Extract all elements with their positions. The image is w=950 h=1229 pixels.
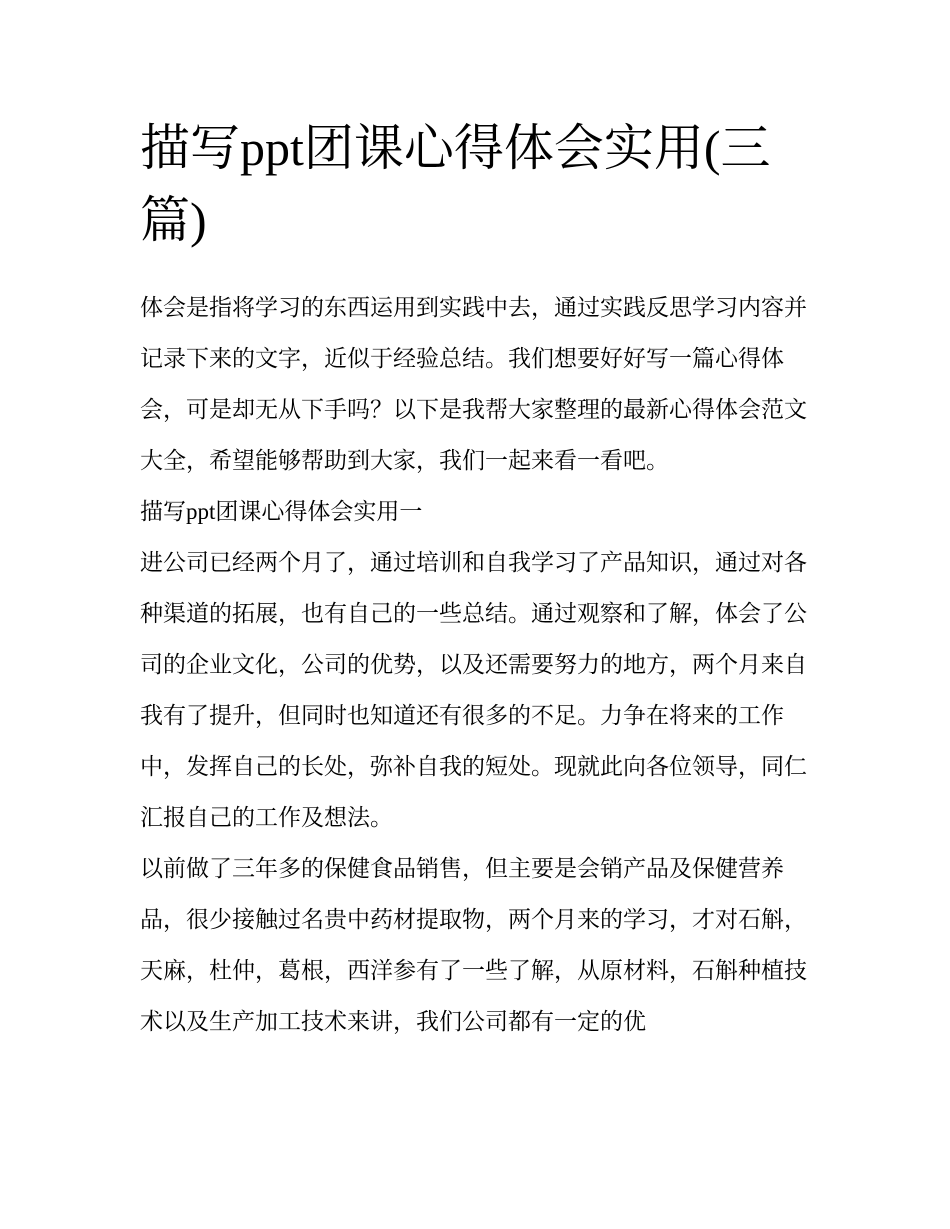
section-heading: 描写ppt团课心得体会实用一: [140, 499, 423, 524]
document-page: [140, 112, 820, 1047]
body-paragraph: 以前做了三年多的保健食品销售，但主要是会销产品及保健营养品，很少接触过名贵中药材提取物，两个月来的学习，才对石斛，天麻，杜仲，葛根，西洋参有了一些了解，从原材料，石斛种植技术以及生产加工技术来讲，我们公司都有一定的优: [140, 856, 807, 1034]
document-title: 描写ppt团课心得体会实用(三篇): [140, 120, 771, 248]
intro-paragraph: 体会是指将学习的东西运用到实践中去，通过实践反思学习内容并记录下来的文字，近似于经验总结。我们想要好好写一篇心得体会，可是却无从下手吗？以下是我帮大家整理的最新心得体会范文大全，希望能够帮助到大家，我们一起来看一看吧。: [140, 295, 807, 473]
body-paragraph: 进公司已经两个月了，通过培训和自我学习了产品知识，通过对各种渠道的拓展，也有自己的一些总结。通过观察和了解，体会了公司的企业文化，公司的优势，以及还需要努力的地方，两个月来自我有了提升，但同时也知道还有很多的不足。力争在将来的工作中，发挥自己的长处，弥补自我的短处。现就此向各位领导，同仁汇报自己的工作及想法。: [140, 550, 807, 830]
